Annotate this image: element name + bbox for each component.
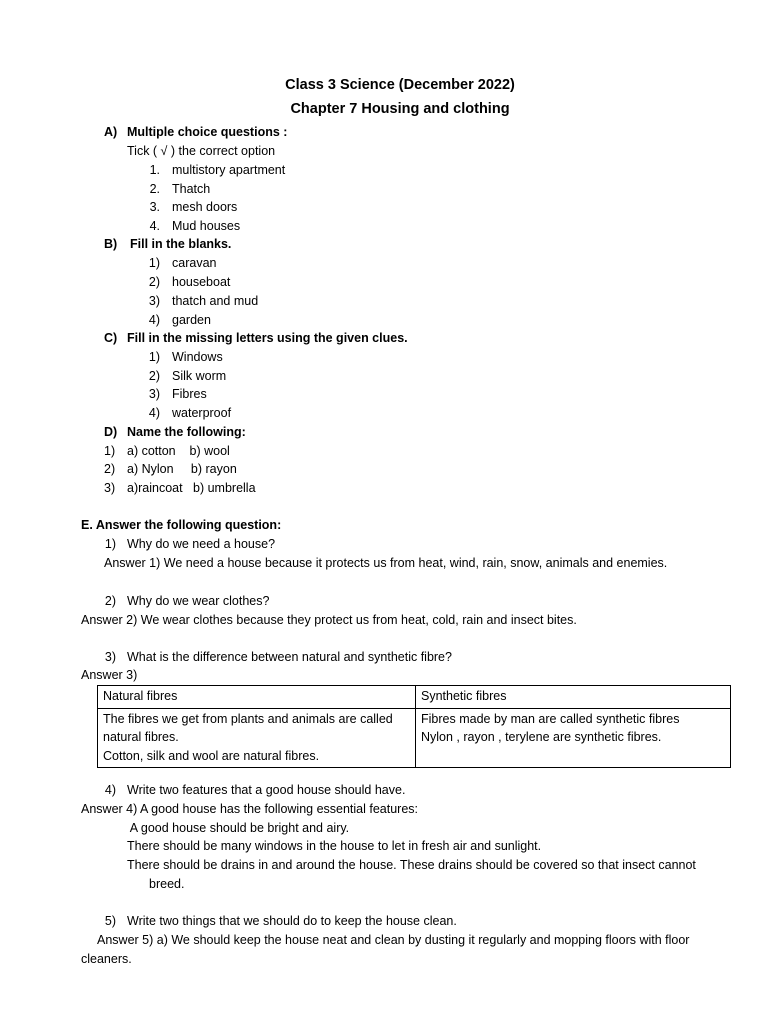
answer-point: There should be drains in and around the house. These drains should be covered so that insect cannot [127,858,696,872]
section-marker: A) [104,125,118,139]
list-item: houseboat [172,275,231,289]
document-title: Class 3 Science (December 2022) [285,77,515,93]
section-heading: E. Answer the following question: [81,518,282,532]
fibre-comparison-table [97,685,731,768]
item-number: 2) [148,369,160,383]
item-number: 4) [148,313,160,327]
question-text: What is the difference between natural and synthetic fibre? [127,650,452,664]
list-item: garden [172,313,211,327]
section-marker: C) [104,331,118,345]
table-row [98,708,731,768]
answer-text: Answer 4) A good house has the following essential features: [81,802,419,816]
chapter-title: Chapter 7 Housing and clothing [290,101,510,117]
list-item: a)raincoat b) umbrella [127,481,256,495]
answer-text: cleaners. [81,952,132,966]
question-number: 2) [104,594,116,608]
list-item: Fibres [172,387,207,401]
list-item: waterproof [172,406,232,420]
answer-label: Answer 3) [81,668,138,682]
list-item: mesh doors [172,200,238,214]
cell-line: Fibres made by man are called synthetic fibres [421,711,680,726]
list-item: thatch and mud [172,294,259,308]
table-cell [416,708,731,768]
item-number: 1) [104,444,116,458]
question-number: 1) [104,537,116,551]
answer-text: Answer 1) We need a house because it protects us from heat, wind, rain, snow, animals and enemies. [104,556,668,570]
section-marker: D) [104,425,118,439]
table-header-row [98,686,731,709]
question-text: Write two features that a good house should have. [127,783,406,797]
question-text: Why do we need a house? [127,537,276,551]
item-number: 3) [148,294,160,308]
table-header-cell: Synthetic fibres [416,686,731,709]
item-number: 2. [149,182,160,196]
item-number: 1) [148,350,160,364]
item-number: 4. [149,219,160,233]
table-header-cell: Natural fibres [98,686,416,709]
item-number: 2) [148,275,160,289]
list-item: Thatch [172,182,211,196]
cell-line: The fibres we get from plants and animals are called [103,711,393,726]
list-item: Windows [172,350,223,364]
list-item: multistory apartment [172,163,286,177]
answer-text: Answer 2) We wear clothes because they protect us from heat, cold, rain and insect bites. [81,613,577,627]
item-number: 1. [149,163,160,177]
section-marker: B) [104,237,118,251]
answer-text: Answer 5) a) We should keep the house neat and clean by dusting it regularly and mopping floors with floor [97,933,690,947]
section-heading: Name the following: [127,425,246,439]
item-number: 3. [149,200,160,214]
cell-line: natural fibres. [103,730,179,744]
question-number: 3) [104,650,116,664]
question-text: Why do we wear clothes? [127,594,270,608]
item-number: 3) [148,387,160,401]
list-item: caravan [172,256,217,270]
answer-point: There should be many windows in the house to let in fresh air and sunlight. [127,839,542,853]
list-item: Mud houses [172,219,241,233]
table-cell [98,708,416,768]
answer-point: A good house should be bright and airy. [127,821,350,835]
item-number: 3) [104,481,116,495]
cell-line: Nylon , rayon , terylene are synthetic fibres. [421,730,662,744]
item-number: 4) [148,406,160,420]
question-text: Write two things that we should do to keep the house clean. [127,914,457,928]
question-number: 4) [104,783,116,797]
section-heading: Multiple choice questions : [127,125,288,139]
cell-line: Cotton, silk and wool are natural fibres. [103,748,320,763]
section-heading: Fill in the missing letters using the given clues. [127,331,408,345]
answer-point: breed. [149,877,185,891]
question-number: 5) [104,914,116,928]
section-heading: Fill in the blanks. [130,237,232,251]
list-item: Silk worm [172,369,227,383]
list-item: a) Nylon b) rayon [127,462,237,476]
list-item: a) cotton b) wool [127,444,230,458]
item-number: 1) [148,256,160,270]
item-number: 2) [104,462,116,476]
instruction-text: Tick ( √ ) the correct option [127,144,276,158]
